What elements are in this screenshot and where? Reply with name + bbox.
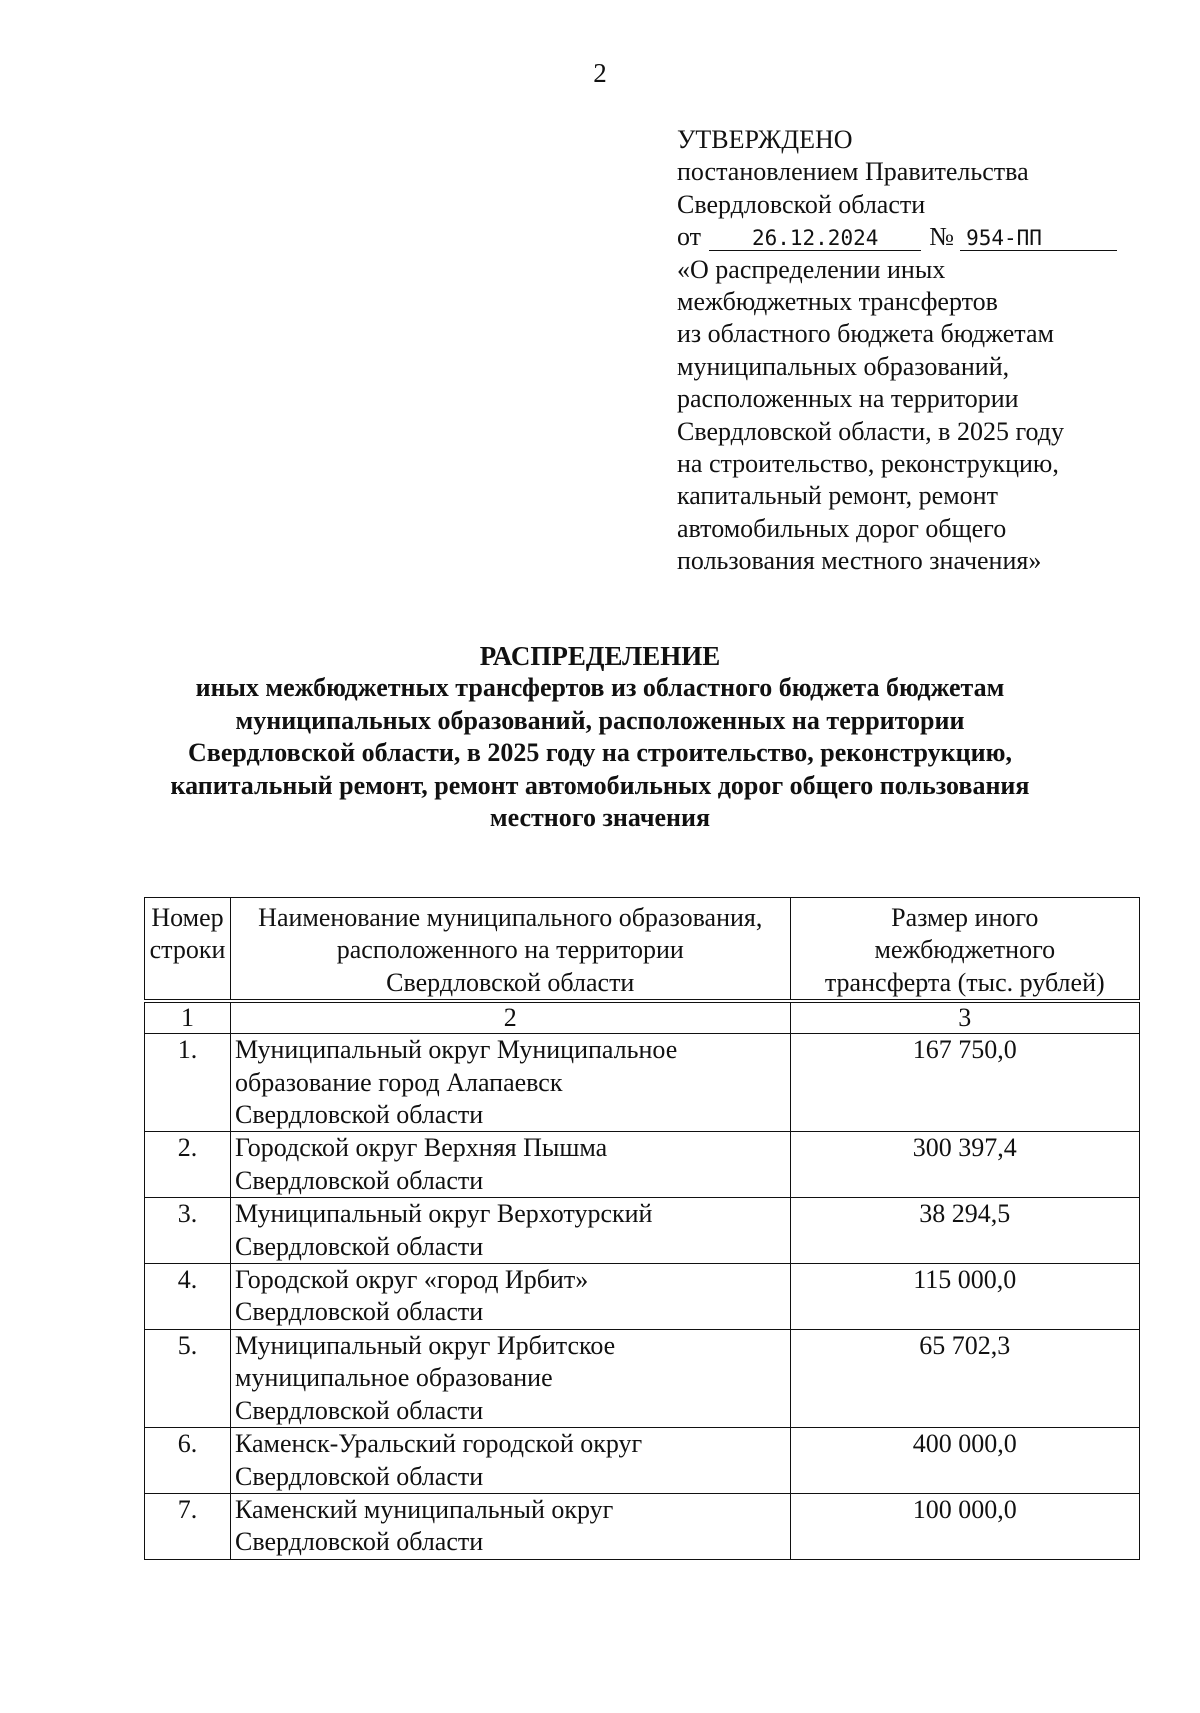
row-number: 1.: [145, 1034, 231, 1132]
municipality-name-line: Муниципальный округ Верхотурский: [234, 1199, 653, 1229]
municipality-name: [230, 1132, 790, 1198]
table-header-row: [145, 898, 1140, 1002]
municipality-name: [230, 1329, 790, 1427]
approval-stamp: УТВЕРЖДЕНО: [677, 125, 853, 154]
approval-region-line: Свердловской области: [677, 189, 926, 219]
approval-title-line: муниципальных образований,: [677, 351, 1010, 381]
municipality-name: [230, 1034, 790, 1132]
approval-title-line: капитальный ремонт, ремонт: [677, 481, 998, 511]
municipality-name-line: Городской округ Верхняя Пышма: [234, 1133, 608, 1163]
document-subtitle-line: местного значения: [489, 803, 711, 833]
transfer-amount: 100 000,0: [790, 1493, 1139, 1559]
row-number: 4.: [145, 1264, 231, 1330]
document-subtitle-line: Свердловской области, в 2025 году на строительство, реконструкцию,: [188, 738, 1012, 768]
row-number: 3.: [145, 1198, 231, 1264]
header-municipality-name: [230, 898, 790, 1002]
municipality-name-line: Каменск-Уральский городской округ: [234, 1429, 643, 1459]
approval-title-line: межбюджетных трансфертов: [677, 287, 998, 317]
transfer-amount: 400 000,0: [790, 1428, 1139, 1494]
municipality-name-line: муниципальное образование: [234, 1363, 553, 1393]
municipality-name-line: Свердловской области: [234, 1231, 484, 1261]
column-number-row: [145, 1001, 1140, 1034]
municipality-name-line: Свердловской области: [234, 1100, 484, 1130]
document-heading: РАСПРЕДЕЛЕНИЕ: [479, 641, 721, 671]
row-number: 5.: [145, 1329, 231, 1427]
approval-title-line: пользования местного значения»: [677, 546, 1042, 576]
approval-date: 26.12.2024: [709, 226, 921, 251]
municipality-name-line: Городской округ «город Ирбит»: [234, 1265, 589, 1295]
header-name-line: Наименование муниципального образования,: [258, 903, 763, 932]
table-row: [145, 1264, 1140, 1330]
approval-title-line: расположенных на территории: [677, 384, 1019, 414]
municipality-name: [230, 1264, 790, 1330]
municipality-name-line: образование город Алапаевск: [234, 1067, 563, 1097]
approval-title-line: автомобильных дорог общего: [677, 513, 1007, 543]
column-number: 2: [230, 1001, 790, 1034]
table-row: [145, 1493, 1140, 1559]
approval-title-line: «О распределении иных: [677, 254, 946, 284]
document-subtitle-line: муниципальных образований, расположенных на территории: [235, 705, 965, 735]
approval-issuer-line: постановлением Правительства: [677, 157, 1029, 187]
approval-title-line: из областного бюджета бюджетам: [677, 319, 1054, 349]
municipality-name: [230, 1493, 790, 1559]
page-number: 2: [593, 58, 607, 88]
header-row-number: [145, 898, 231, 1002]
table-row: [145, 1034, 1140, 1132]
transfer-amount: 300 397,4: [790, 1132, 1139, 1198]
municipality-name-line: Каменский муниципальный округ: [234, 1494, 614, 1524]
approval-resolution-title: [677, 254, 1117, 578]
header-name-line: Свердловской области: [386, 967, 635, 997]
table-row: [145, 1428, 1140, 1494]
header-transfer-amount: [790, 898, 1139, 1002]
column-number: 3: [790, 1001, 1139, 1034]
municipality-name: [230, 1428, 790, 1494]
transfer-amount: 65 702,3: [790, 1329, 1139, 1427]
municipality-name-line: Свердловской области: [234, 1165, 484, 1195]
transfer-amount: 38 294,5: [790, 1198, 1139, 1264]
document-subtitle: [100, 672, 1100, 834]
header-num-line: строки: [149, 935, 226, 965]
approval-block: [677, 124, 1117, 578]
header-name-line: расположенного на территории: [336, 935, 684, 965]
municipality-name-line: Свердловской области: [234, 1395, 484, 1425]
document-subtitle-line: иных межбюджетных трансфертов из областного бюджета бюджетам: [195, 673, 1005, 703]
municipality-name-line: Свердловской области: [234, 1527, 484, 1557]
approval-title-line: Свердловской области, в 2025 году: [677, 416, 1064, 446]
header-num-line: Номер: [151, 903, 224, 932]
municipality-name-line: Свердловской области: [234, 1297, 484, 1327]
approval-title-line: на строительство, реконструкцию,: [677, 449, 1059, 479]
header-amount-line: трансферта (тыс. рублей): [824, 967, 1105, 997]
row-number: 7.: [145, 1493, 231, 1559]
column-number: 1: [145, 1001, 231, 1034]
transfer-amount: 115 000,0: [790, 1264, 1139, 1330]
table-row: [145, 1198, 1140, 1264]
header-amount-line: межбюджетного: [874, 935, 1056, 965]
document-subtitle-line: капитальный ремонт, ремонт автомобильных дорог общего пользования: [170, 770, 1030, 800]
date-prefix: от: [677, 222, 702, 252]
municipality-name-line: Муниципальный округ Ирбитское: [234, 1330, 616, 1360]
table-row: [145, 1329, 1140, 1427]
row-number: 2.: [145, 1132, 231, 1198]
municipality-name-line: Муниципальный округ Муниципальное: [234, 1035, 678, 1065]
table-row: [145, 1132, 1140, 1198]
approval-date-row: [677, 221, 1117, 253]
row-number: 6.: [145, 1428, 231, 1494]
transfer-amount: 167 750,0: [790, 1034, 1139, 1132]
number-sign: №: [929, 222, 955, 252]
document-title: [100, 640, 1100, 834]
municipality-name: [230, 1198, 790, 1264]
distribution-table: [144, 897, 1140, 1560]
municipality-name-line: Свердловской области: [234, 1461, 484, 1491]
header-amount-line: Размер иного: [891, 903, 1039, 932]
approval-number: 954-ПП: [960, 226, 1117, 251]
